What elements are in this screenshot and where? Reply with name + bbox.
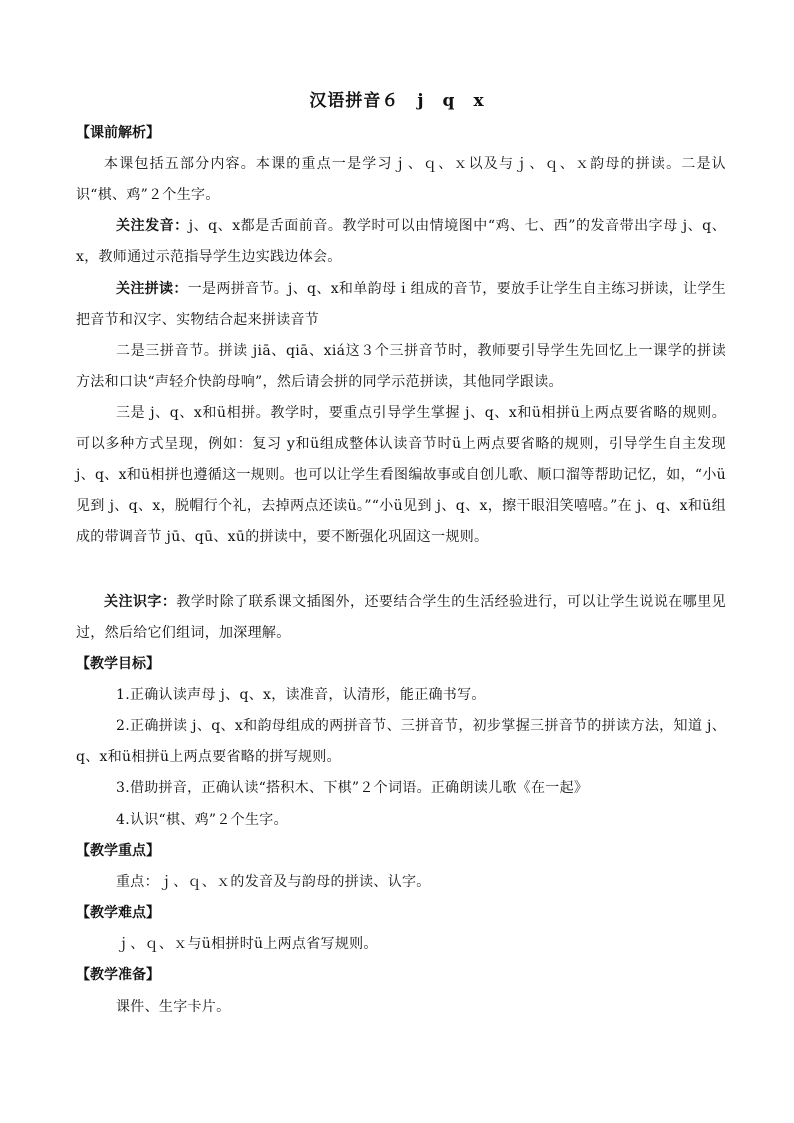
objective-item: 2.正确拼读 j、q、x和韵母组成的两拼音节、三拼音节，初步掌握三拼音节的拼读方法，知道 j、q、x和ü相拼ü上两点要省略的拼写规则。 (76, 718, 726, 765)
preparation-text: 课件、生字卡片。 (116, 999, 231, 1015)
key-points-text: 重点：ｊ、ｑ、ｘ的发音及与韵母的拼读、认字。 (116, 874, 431, 890)
objective-item: 3.借助拼音，正确认读“搭积木、下棋”２个词语。正确朗读儿歌《在一起》 (116, 780, 589, 796)
spelling-paragraph (76, 274, 726, 336)
objective-item: 4.认识“棋、鸡”２个生字。 (116, 812, 288, 828)
section-heading-preparation: 【教学准备】 (76, 967, 160, 983)
intro-paragraph: 本课包括五部分内容。本课的重点一是学习ｊ、ｑ、ｘ以及与ｊ、ｑ、ｘ韵母的拼读。二是认识“棋、鸡”２个生字。 (76, 156, 726, 203)
literacy-label: 关注识字： (104, 594, 177, 610)
section-heading-key-points: 【教学重点】 (76, 843, 160, 859)
literacy-paragraph (76, 587, 726, 649)
spelling-text: 一是两拼音节。j、q、x和单韵母ｉ组成的音节，要放手让学生自主练习拼读，让学生把音节和汉字、实物结合起来拼读音节 (76, 281, 726, 328)
difficulties-text: ｊ、ｑ、ｘ与ü相拼时ü上两点省写规则。 (116, 936, 378, 952)
spelling-three-paragraph: 三是 j、q、x和ü相拼。教学时，要重点引导学生掌握 j、q、x和ü相拼ü上两点要省略的规则。可以多种方式呈现，例如：复习 y和ü组成整体认读音节时ü上两点要省略的规则，引导学生自主发现 j、q、x和ü相拼也遵循这一规则。也可以让学生看图编故事或自创儿歌、顺口溜等帮助记忆，如，“小ü见到 j、q、x，脱帽行个礼，去掉两点还读ü。”“小ü见到 j、q、x，擦干眼泪笑嘻嘻。”在 j、q、x和ü组成的带调音节 jū、qū、xū的拼读中，要不断强化巩固这一规则。 (76, 405, 726, 545)
section-heading-pre-analysis: 【课前解析】 (76, 125, 160, 141)
pronunciation-text: j、q、x都是舌面前音。教学时可以由情境图中“鸡、七、西”的发音带出字母 j、q、x，教师通过示范指导学生边实践边体会。 (76, 218, 726, 265)
spelling-label: 关注拼读： (116, 281, 188, 297)
section-heading-difficulties: 【教学难点】 (76, 905, 160, 921)
pronunciation-label: 关注发音： (116, 218, 189, 234)
objective-item: 1.正确认读声母 j、q、x，读准音，认清形，能正确书写。 (116, 687, 486, 703)
section-heading-objectives: 【教学目标】 (76, 656, 160, 672)
page-title: 汉语拼音６ j q x (309, 91, 485, 111)
pronunciation-paragraph (76, 211, 726, 273)
literacy-text: 教学时除了联系课文插图外，还要结合学生的生活经验进行，可以让学生说说在哪里见过，然后给它们组词，加深理解。 (76, 594, 727, 641)
spelling-two-paragraph: 二是三拼音节。拼读 jiā、qiā、xiá这３个三拼音节时，教师要引导学生先回忆上一课学的拼读方法和口诀“声轻介快韵母响”，然后请会拼的同学示范拼读，其他同学跟读。 (76, 343, 726, 390)
